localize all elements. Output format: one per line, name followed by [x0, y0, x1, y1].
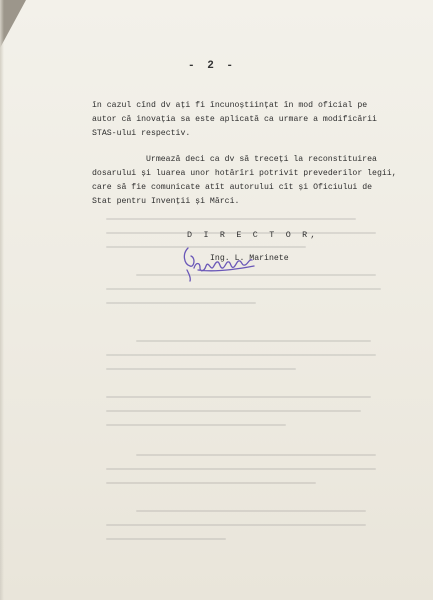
paragraph-2-line: Stat pentru Invenții și Mărci.: [92, 197, 240, 206]
paragraph-2-line: care să fie comunicate atît autorului cît și Oficiului de: [92, 183, 373, 192]
paragraph-2-line: Urmează deci ca dv să treceți la reconstituirea: [146, 155, 377, 164]
paragraph-2-line: dosarului și luarea unor hotărîri potrivit prevederilor legii,: [92, 169, 397, 178]
handwritten-signature: [178, 244, 258, 284]
director-title: D I R E C T O R,: [187, 230, 319, 240]
page-number: - 2 -: [188, 60, 237, 72]
paragraph-2: [92, 153, 397, 209]
paragraph-1: [92, 99, 377, 141]
paragraph-1-line: autor că inovația sa este aplicată ca urmare a modificării: [92, 115, 377, 124]
signer-name: Ing. L. Marinete: [210, 254, 289, 263]
page-left-edge: [0, 0, 4, 600]
paragraph-1-line: în cazul cînd dv ați fi încunoștiințat în mod oficial pe: [92, 101, 368, 110]
paragraph-1-line: STAS-ului respectiv.: [92, 129, 191, 138]
